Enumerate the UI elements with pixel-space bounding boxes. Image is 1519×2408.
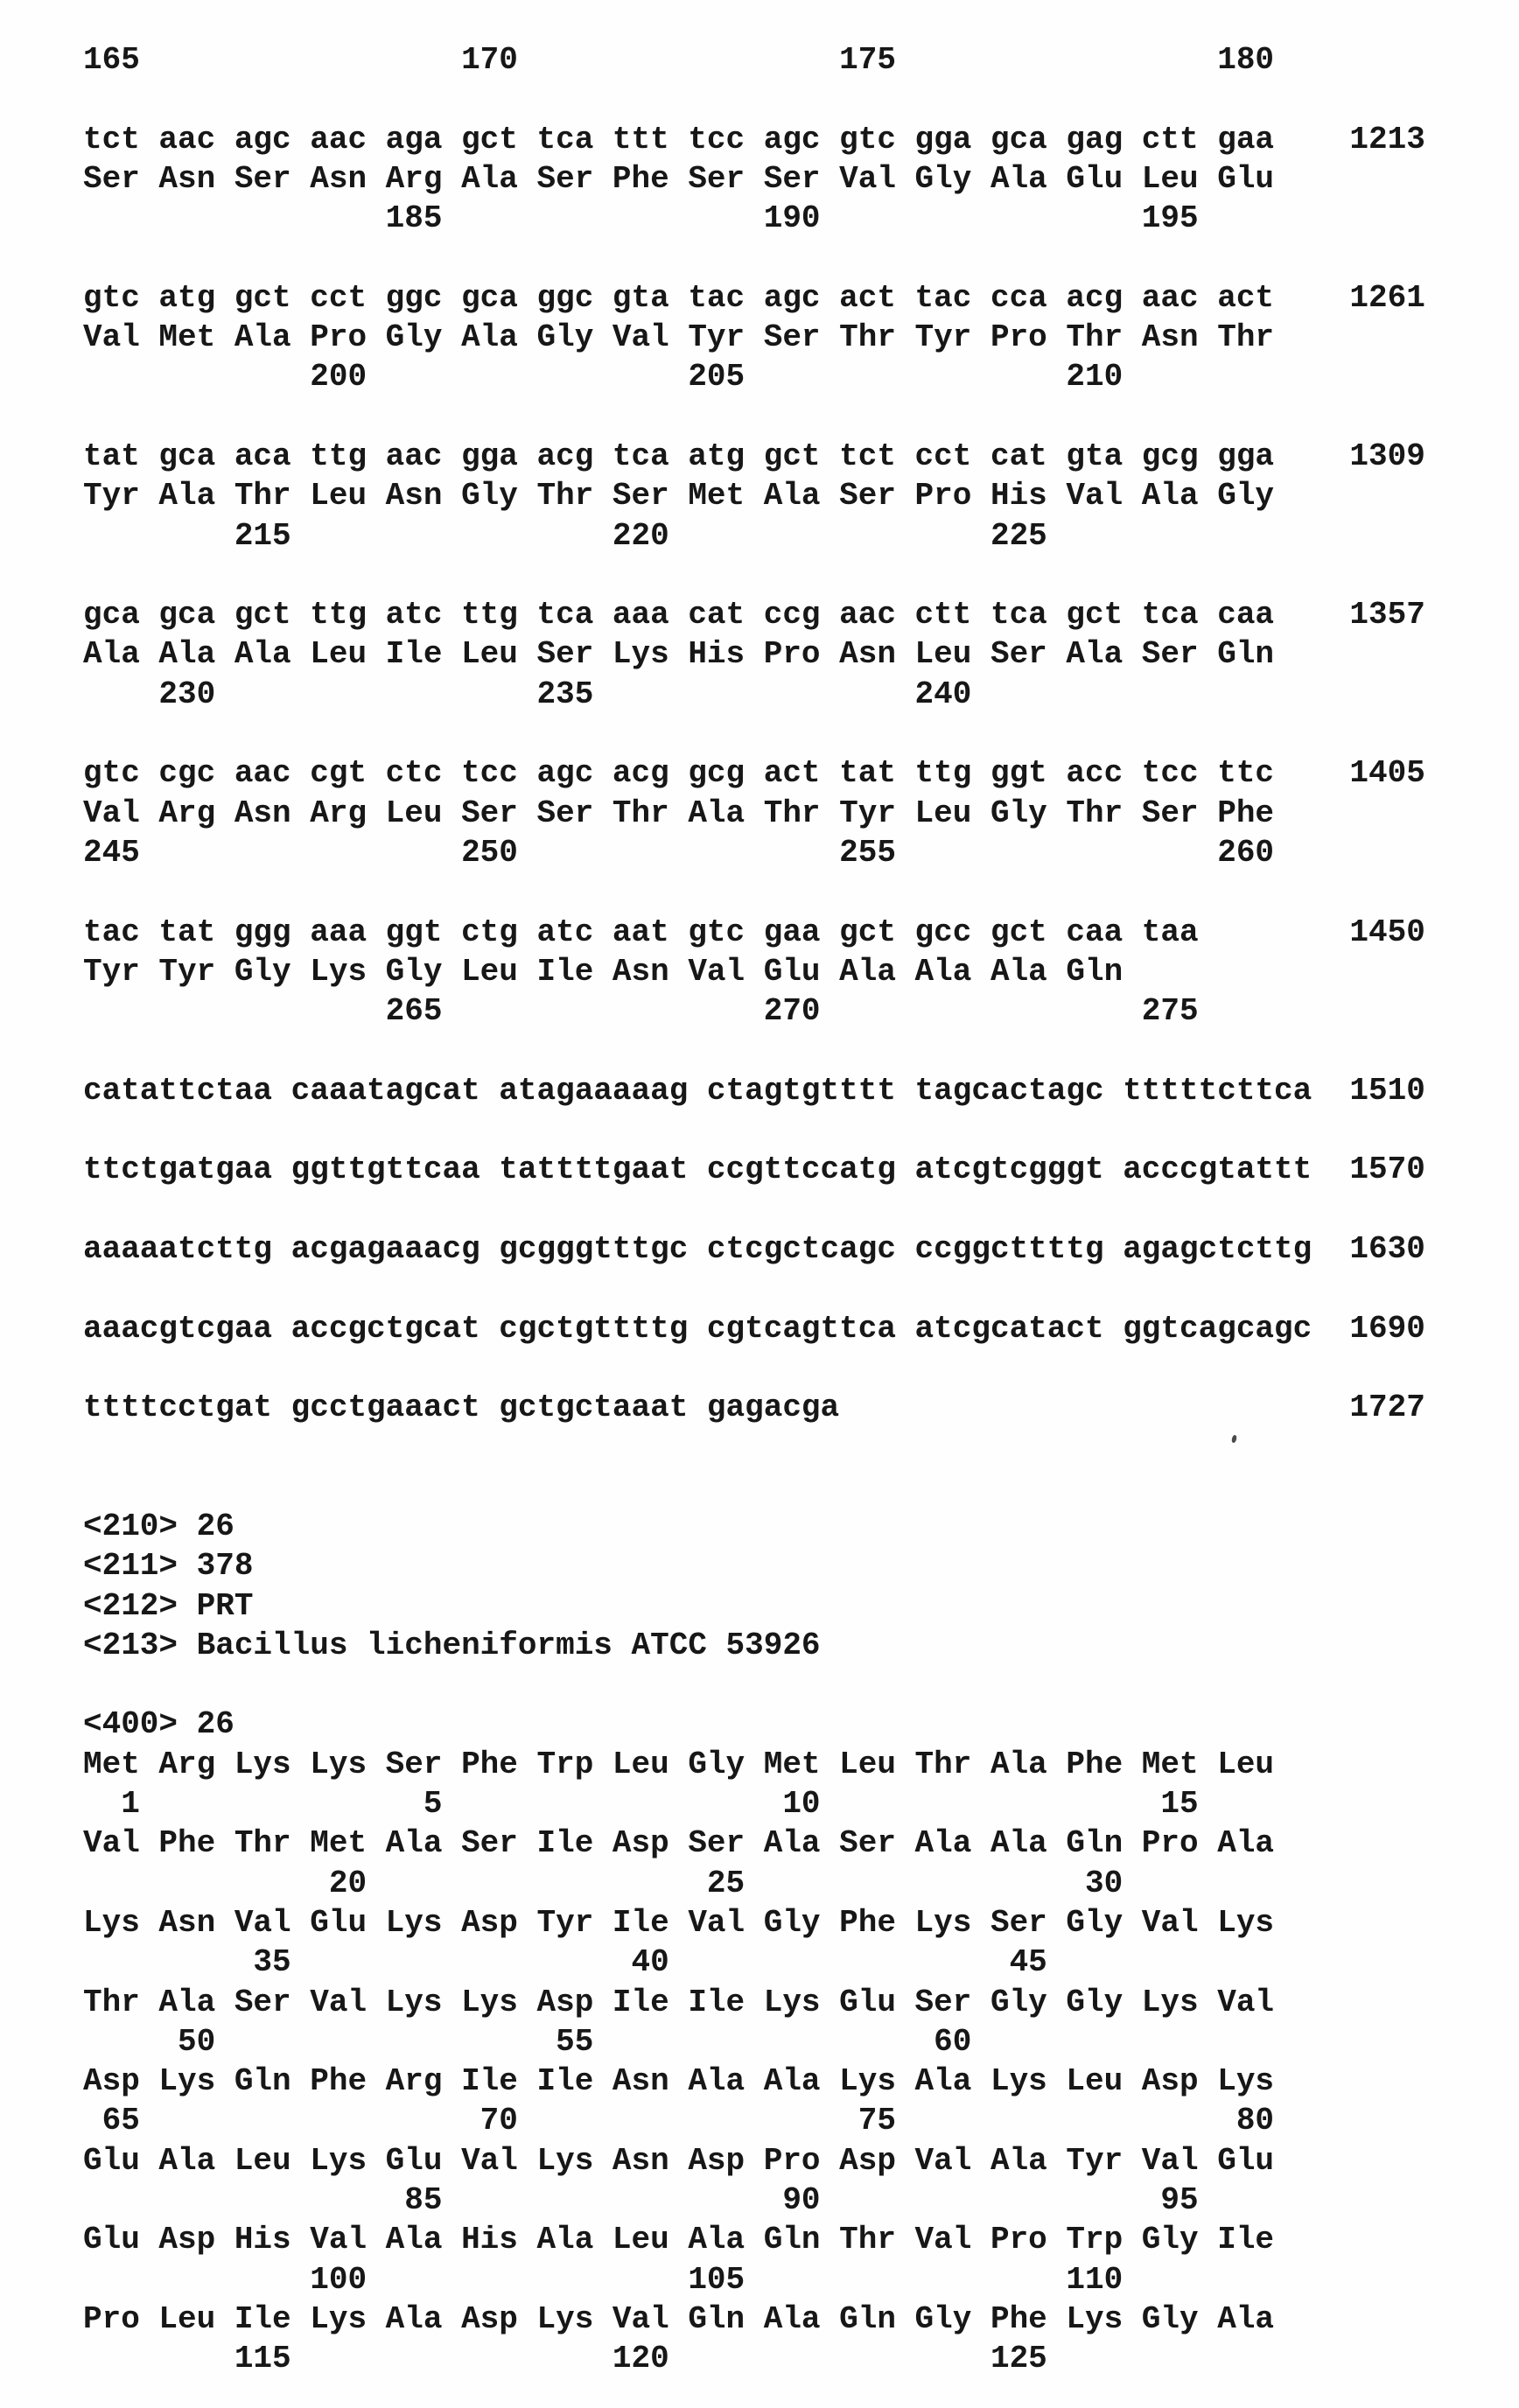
blank-line — [83, 872, 1425, 912]
protein-line: Met Arg Lys Lys Ser Phe Trp Leu Gly Met Leu Thr Ala Phe Met Leu — [83, 1746, 1275, 1782]
dna-position-ruler-line: 230 235 240 — [83, 676, 972, 712]
protein-position-ruler-line: 35 40 45 — [83, 1944, 1047, 1981]
codon-line: tct aac agc aac aga gct tca ttt tcc agc gtc gga gca gag ctt gaa 1213 — [83, 121, 1425, 158]
amino-acid-line: Val Arg Asn Arg Leu Ser Ser Thr Ala Thr Tyr Leu Gly Thr Ser Phe — [83, 794, 1275, 831]
tag-213-line: <213> Bacillus licheniformis ATCC 53926 — [83, 1627, 821, 1663]
protein-line: Lys Asn Val Glu Lys Asp Tyr Ile Val Gly Phe Lys Ser Gly Val Lys — [83, 1904, 1275, 1941]
amino-acid-line: Tyr Ala Thr Leu Asn Gly Thr Ser Met Ala Ser Pro His Val Ala Gly — [83, 478, 1275, 514]
blank-line — [83, 1031, 1425, 1070]
amino-acid-line: Ser Asn Ser Asn Arg Ala Ser Phe Ser Ser Val Gly Ala Glu Leu Glu — [83, 160, 1275, 197]
blank-line — [83, 1427, 1425, 1466]
blank-line — [83, 80, 1425, 119]
tag-400-line: <400> 26 — [83, 1706, 234, 1743]
tag-210-line: <210> 26 — [83, 1508, 234, 1544]
protein-position-ruler-line: 85 90 95 — [83, 2182, 1199, 2219]
protein-position-ruler-line: 65 70 75 80 — [83, 2103, 1275, 2139]
dna-position-ruler-line: 165 170 175 180 — [83, 42, 1275, 78]
tag-211-line: <211> 378 — [83, 1548, 254, 1585]
blank-line — [83, 1665, 1425, 1704]
blank-line — [83, 1467, 1425, 1507]
protein-position-ruler-line: 115 120 125 — [83, 2341, 1047, 2377]
nucleotide-line: catattctaa caaatagcat atagaaaaag ctagtgtttt tagcactagc tttttcttca 1510 — [83, 1072, 1425, 1109]
dna-position-ruler-line: 215 220 225 — [83, 517, 1047, 554]
dna-position-ruler-line: 185 190 195 — [83, 200, 1199, 237]
amino-acid-line: Tyr Tyr Gly Lys Gly Leu Ile Asn Val Glu Ala Ala Ala Gln — [83, 953, 1124, 990]
protein-line: Val Phe Thr Met Ala Ser Ile Asp Ser Ala Ser Ala Ala Gln Pro Ala — [83, 1825, 1275, 1862]
blank-line — [83, 1348, 1425, 1388]
dna-position-ruler-line: 245 250 255 260 — [83, 834, 1275, 871]
codon-line: gca gca gct ttg atc ttg tca aaa cat ccg aac ctt tca gct tca caa 1357 — [83, 597, 1425, 634]
blank-line — [83, 714, 1425, 753]
protein-line: Glu Ala Leu Lys Glu Val Lys Asn Asp Pro Asp Val Ala Tyr Val Glu — [83, 2142, 1275, 2179]
blank-line — [83, 238, 1425, 277]
protein-position-ruler-line: 1 5 10 15 — [83, 1786, 1199, 1823]
blank-line — [83, 556, 1425, 595]
tag-212-line: <212> PRT — [83, 1587, 254, 1624]
protein-position-ruler-line: 20 25 30 — [83, 1865, 1124, 1901]
nucleotide-line: ttttcctgat gcctgaaact gctgctaaat gagacga 1727 — [83, 1390, 1425, 1426]
blank-line — [83, 1190, 1425, 1229]
protein-position-ruler-line: 50 55 60 — [83, 2023, 972, 2060]
blank-line — [83, 1269, 1425, 1308]
blank-line — [83, 397, 1425, 437]
codon-line: tat gca aca ttg aac gga acg tca atg gct tct cct cat gta gcg gga 1309 — [83, 438, 1425, 474]
dna-position-ruler-line: 200 205 210 — [83, 359, 1124, 396]
protein-line: Glu Asp His Val Ala His Ala Leu Ala Gln Thr Val Pro Trp Gly Ile — [83, 2222, 1275, 2258]
nucleotide-line: aaacgtcgaa accgctgcat cgctgttttg cgtcagttca atcgcatact ggtcagcagc 1690 — [83, 1310, 1425, 1347]
amino-acid-line: Val Met Ala Pro Gly Ala Gly Val Tyr Ser Thr Tyr Pro Thr Asn Thr — [83, 319, 1275, 356]
codon-line: tac tat ggg aaa ggt ctg atc aat gtc gaa gct gcc gct caa taa 1450 — [83, 914, 1425, 950]
nucleotide-line: aaaaatcttg acgagaaacg gcgggtttgc ctcgctcagc ccggcttttg agagctcttg 1630 — [83, 1230, 1425, 1267]
nucleotide-line: ttctgatgaa ggttgttcaa tattttgaat ccgttccatg atcgtcgggt acccgtattt 1570 — [83, 1152, 1425, 1188]
protein-position-ruler-line: 100 105 110 — [83, 2261, 1124, 2298]
blank-line — [83, 1110, 1425, 1150]
amino-acid-line: Ala Ala Ala Leu Ile Leu Ser Lys His Pro Asn Leu Ser Ala Ser Gln — [83, 636, 1275, 673]
protein-line: Asp Lys Gln Phe Arg Ile Ile Asn Ala Ala Lys Ala Lys Leu Asp Lys — [83, 2063, 1275, 2100]
codon-line: gtc cgc aac cgt ctc tcc agc acg gcg act tat ttg ggt acc tcc ttc 1405 — [83, 755, 1425, 792]
protein-line: Thr Ala Ser Val Lys Lys Asp Ile Ile Lys Glu Ser Gly Gly Lys Val — [83, 1984, 1275, 2020]
codon-line: gtc atg gct cct ggc gca ggc gta tac agc act tac cca acg aac act 1261 — [83, 279, 1425, 316]
dna-position-ruler-line: 265 270 275 — [83, 993, 1199, 1030]
sequence-listing-text — [83, 40, 1425, 2379]
protein-line: Pro Leu Ile Lys Ala Asp Lys Val Gln Ala Gln Gly Phe Lys Gly Ala — [83, 2300, 1275, 2337]
